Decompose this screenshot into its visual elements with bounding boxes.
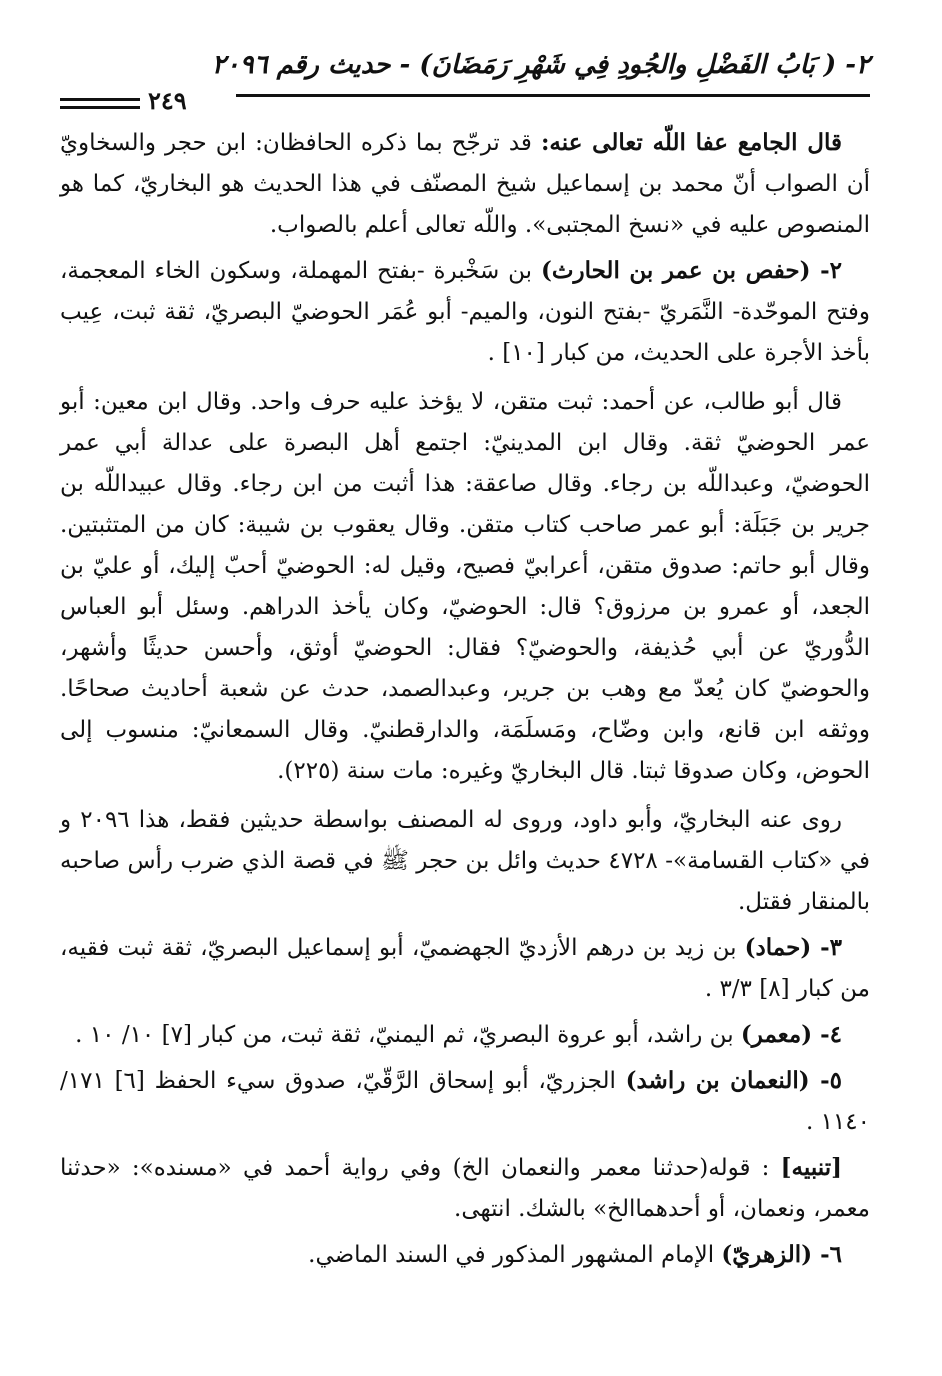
paragraph-note: [60, 1147, 870, 1230]
paragraph-text: بن زيد بن درهم الأزديّ الجهضميّ، أبو إسماعيل البصريّ، ثقة ثبت فقيه، من كبار [٨] ٣/٣ .: [60, 935, 870, 1002]
narrator-name: ٥- (النعمان بن راشد): [625, 1067, 842, 1094]
page: [60, 40, 870, 1336]
header-rule: [236, 94, 870, 97]
paragraph-compiler-note: [60, 122, 870, 246]
narrator-name: ٣- (حماد): [744, 934, 842, 961]
narrator-name: ٦- (الزهريّ): [721, 1241, 842, 1268]
page-number-rule-bottom: [60, 106, 140, 109]
running-title: ٢- ( بَابُ الفَضْلِ والجُودِ فِي شَهْرِ رَمَضَانَ) - حديث رقم ٢٠٩٦: [211, 50, 870, 80]
paragraph-text: قد ترجّح بما ذكره الحافظان: ابن حجر والسخاويّ أن الصواب أنّ محمد بن إسماعيل شيخ المصنّف في هذا الحديث هو البخاريّ، كما هو المنصوص عليه في «نسخ المجتبى». واللّه تعالى أعلم بالصواب.: [60, 130, 870, 238]
paragraph-narrator-2-students: [60, 800, 870, 923]
page-number-rule-top: [60, 98, 140, 101]
paragraph-text: الإمام المشهور المذكور في السند الماضي.: [308, 1242, 722, 1268]
paragraph-text: : قوله(حدثنا معمر والنعمان الخ) وفي رواية أحمد في «مسنده»: «حدثنا معمر، ونعمان، أو أحدهماالخ» بالشك. انتهى.: [60, 1155, 870, 1222]
paragraph-narrator-2-opinions: [60, 382, 870, 792]
paragraph-narrator-4: [60, 1014, 870, 1056]
paragraph-text: بن سَخْبرة -بفتح المهملة، وسكون الخاء المعجمة، وفتح الموحّدة- النَّمَريّ -بفتح النون، والميم- أبو عُمَر الحوضيّ البصريّ، ثقة ثبت، عِيب بأخذ الأجرة على الحديث، من كبار [١٠] .: [60, 258, 870, 366]
narrator-name: ٤- (معمر): [740, 1021, 842, 1048]
paragraph-text: قال أبو طالب، عن أحمد: ثبت متقن، لا يؤخذ عليه حرف واحد. وقال ابن معين: أبو عمر الحوضيّ ثقة. وقال ابن المدينيّ: اجتمع أهل البصرة على عدالة أبي عمر الحوضيّ، وعبداللّه بن رجاء. وقال صاعقة: هذا أثبت من ابن رجاء. وقال عبيداللّه بن جرير بن جَبَلَة: أبو عمر صاحب كتاب متقن. وقال يعقوب بن شيبة: كان من المتثبتين. وقال أبو حاتم: صدوق متقن، أعرابيّ فصيح، وقيل له: الحوضيّ أحبّ إليك، أو عليّ بن الجعد، أو عمرو بن مرزوق؟ قال: الحوضيّ، وكان يأخذ الدراهم. وسئل أبو العباس الدُّوريّ عن أبي حُذيفة، والحوضيّ؟ فقال: الحوضيّ أوثق، وأحسن حديثًا وأشهر، والحوضيّ كان يُعدّ مع وهب بن جرير، وعبدالصمد، حدث عن شعبة أحاديث صحاحًا. ووثقه ابن قانع، وابن وضّاح، ومَسلَمَة، والدارقطنيّ. وقال السمعانيّ: منسوب إلى الحوض، وكان صدوقا ثبتا. قال البخاريّ وغيره: مات سنة (٢٢٥).: [60, 389, 870, 784]
note-label: [تنبيه]: [780, 1154, 842, 1181]
paragraph-text: روى عنه البخاريّ، وأبو داود، وروى له المصنف بواسطة حديثين فقط، هذا ٢٠٩٦ و في «كتاب القسامة»- ٤٧٢٨ حديث وائل بن حجر ﷺ في قصة الذي ضرب رأس صاحبه بالمنقار فقتل.: [60, 807, 870, 915]
page-header: [60, 40, 870, 115]
paragraph-narrator-6: [60, 1234, 870, 1276]
paragraph-text: الجزريّ، أبو إسحاق الرَّقّيّ، صدوق سيء الحفظ [٦] ١٧١/ ١١٤٠ .: [60, 1068, 870, 1135]
paragraph-text: بن راشد، أبو عروة البصريّ، ثم اليمنيّ، ثقة ثبت، من كبار [٧] ١٠/ ١٠ .: [75, 1022, 741, 1048]
body-text: [60, 122, 870, 1276]
page-number: ٢٤٩: [148, 86, 187, 115]
narrator-name: ٢- (حفص بن عمر بن الحارث): [540, 257, 842, 284]
paragraph-lead: قال الجامع عفا اللّه تعالى عنه:: [540, 129, 842, 156]
paragraph-narrator-5: [60, 1060, 870, 1143]
paragraph-narrator-3: [60, 927, 870, 1010]
paragraph-narrator-2: [60, 250, 870, 374]
